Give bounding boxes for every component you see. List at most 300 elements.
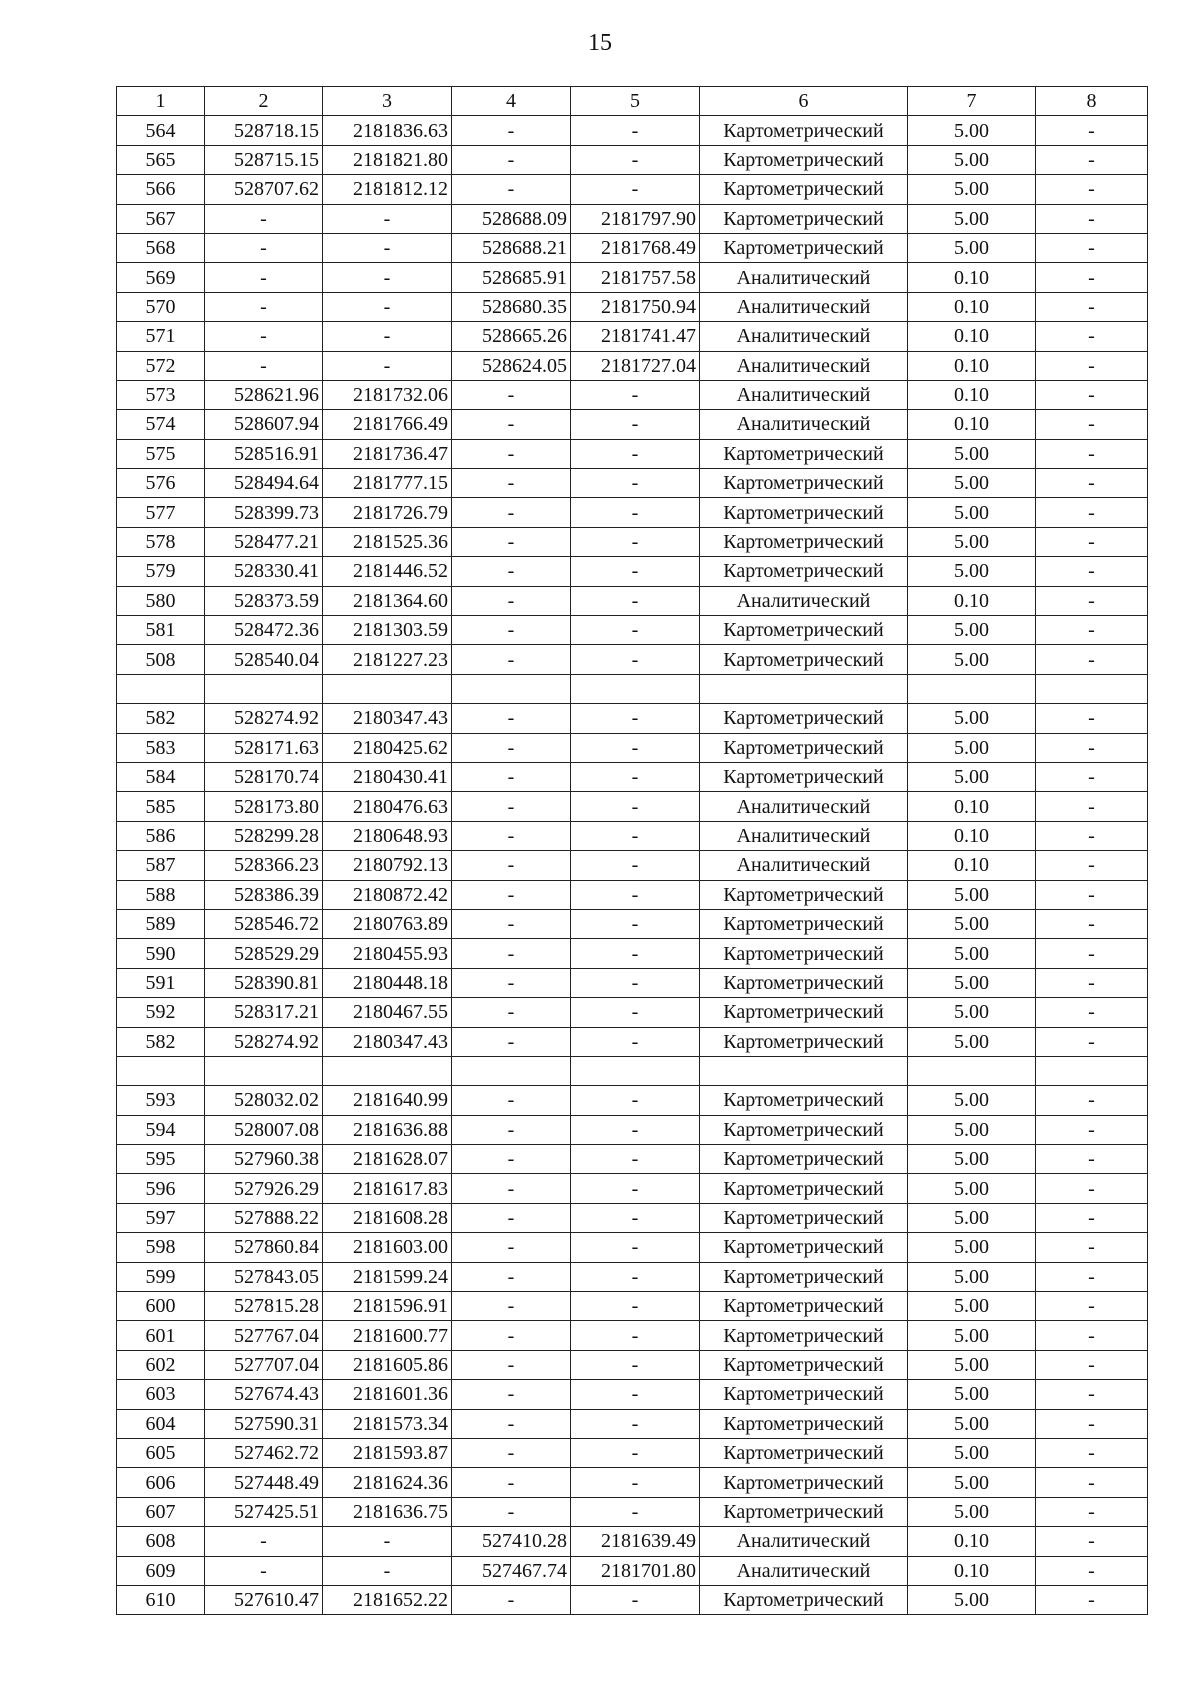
x-coordinate-cell: -	[205, 322, 323, 351]
x-new-coordinate-cell: -	[452, 704, 571, 733]
table-row	[117, 145, 1148, 174]
note-cell: -	[1036, 1086, 1148, 1115]
x-coordinate-cell: -	[205, 1527, 323, 1556]
accuracy-cell: 5.00	[908, 1145, 1036, 1174]
accuracy-cell: 0.10	[908, 351, 1036, 380]
point-number-cell: 589	[117, 909, 205, 938]
note-cell: -	[1036, 1027, 1148, 1056]
table-row	[117, 233, 1148, 262]
note-cell: -	[1036, 351, 1148, 380]
x-new-coordinate-cell: -	[452, 792, 571, 821]
table-row	[117, 527, 1148, 556]
point-number-cell: 577	[117, 498, 205, 527]
method-cell: Аналитический	[700, 292, 908, 321]
accuracy-cell: 5.00	[908, 1203, 1036, 1232]
y-new-coordinate-cell: -	[571, 116, 700, 145]
x-coordinate-cell: 527815.28	[205, 1292, 323, 1321]
method-cell: Картометрический	[700, 1409, 908, 1438]
method-cell: Аналитический	[700, 351, 908, 380]
table-row	[117, 792, 1148, 821]
x-new-coordinate-cell: -	[452, 1174, 571, 1203]
x-new-coordinate-cell: -	[452, 116, 571, 145]
note-cell: -	[1036, 1468, 1148, 1497]
note-cell: -	[1036, 292, 1148, 321]
note-cell: -	[1036, 1527, 1148, 1556]
y-new-coordinate-cell	[571, 1056, 700, 1085]
table-row	[117, 557, 1148, 586]
x-coordinate-cell: -	[205, 233, 323, 262]
accuracy-cell: 0.10	[908, 380, 1036, 409]
method-cell: Картометрический	[700, 1292, 908, 1321]
table-row	[117, 410, 1148, 439]
y-coordinate-cell: 2180872.42	[323, 880, 452, 909]
note-cell: -	[1036, 1203, 1148, 1232]
note-cell: -	[1036, 116, 1148, 145]
table-row	[117, 498, 1148, 527]
point-number-cell: 508	[117, 645, 205, 674]
note-cell: -	[1036, 851, 1148, 880]
x-coordinate-cell: -	[205, 1556, 323, 1585]
x-new-coordinate-cell: -	[452, 1145, 571, 1174]
note-cell: -	[1036, 1292, 1148, 1321]
point-number-cell: 578	[117, 527, 205, 556]
accuracy-cell: 5.00	[908, 1468, 1036, 1497]
x-new-coordinate-cell: -	[452, 527, 571, 556]
x-new-coordinate-cell: -	[452, 909, 571, 938]
y-coordinate-cell: 2180476.63	[323, 792, 452, 821]
note-cell: -	[1036, 586, 1148, 615]
x-coordinate-cell: 528607.94	[205, 410, 323, 439]
point-number-cell: 609	[117, 1556, 205, 1585]
y-new-coordinate-cell: -	[571, 1145, 700, 1174]
y-coordinate-cell: -	[323, 204, 452, 233]
note-cell: -	[1036, 204, 1148, 233]
note-cell: -	[1036, 1497, 1148, 1526]
point-number-cell: 594	[117, 1115, 205, 1144]
y-new-coordinate-cell: -	[571, 469, 700, 498]
table-row	[117, 380, 1148, 409]
column-header: 3	[323, 87, 452, 116]
x-new-coordinate-cell: -	[452, 1027, 571, 1056]
x-new-coordinate-cell: -	[452, 439, 571, 468]
accuracy-cell: 5.00	[908, 116, 1036, 145]
y-new-coordinate-cell: -	[571, 998, 700, 1027]
x-coordinate-cell: 527843.05	[205, 1262, 323, 1291]
method-cell: Картометрический	[700, 1233, 908, 1262]
x-coordinate-cell: 528707.62	[205, 175, 323, 204]
x-new-coordinate-cell: -	[452, 1409, 571, 1438]
x-coordinate-cell: 527462.72	[205, 1438, 323, 1467]
y-coordinate-cell: 2180448.18	[323, 968, 452, 997]
y-coordinate-cell: 2181640.99	[323, 1086, 452, 1115]
point-number-cell: 582	[117, 1027, 205, 1056]
y-coordinate-cell: -	[323, 233, 452, 262]
y-new-coordinate-cell: -	[571, 1409, 700, 1438]
point-number-cell: 606	[117, 1468, 205, 1497]
point-number-cell: 581	[117, 616, 205, 645]
table-row	[117, 1380, 1148, 1409]
accuracy-cell	[908, 1056, 1036, 1085]
y-new-coordinate-cell: -	[571, 527, 700, 556]
y-new-coordinate-cell	[571, 674, 700, 703]
x-coordinate-cell: 528621.96	[205, 380, 323, 409]
y-new-coordinate-cell: -	[571, 557, 700, 586]
point-number-cell: 592	[117, 998, 205, 1027]
y-coordinate-cell: 2181599.24	[323, 1262, 452, 1291]
column-header: 8	[1036, 87, 1148, 116]
x-coordinate-cell: 528472.36	[205, 616, 323, 645]
y-new-coordinate-cell: 2181639.49	[571, 1527, 700, 1556]
method-cell: Аналитический	[700, 263, 908, 292]
y-new-coordinate-cell: -	[571, 1027, 700, 1056]
accuracy-cell: 0.10	[908, 1527, 1036, 1556]
point-number-cell: 582	[117, 704, 205, 733]
y-coordinate-cell: 2181227.23	[323, 645, 452, 674]
x-coordinate-cell: 528546.72	[205, 909, 323, 938]
method-cell: Картометрический	[700, 469, 908, 498]
method-cell: Картометрический	[700, 1468, 908, 1497]
x-coordinate-cell: 528366.23	[205, 851, 323, 880]
point-number-cell: 591	[117, 968, 205, 997]
method-cell: Картометрический	[700, 145, 908, 174]
note-cell: -	[1036, 145, 1148, 174]
method-cell: Аналитический	[700, 1527, 908, 1556]
point-number-cell: 590	[117, 939, 205, 968]
note-cell: -	[1036, 527, 1148, 556]
accuracy-cell: 5.00	[908, 939, 1036, 968]
y-new-coordinate-cell: 2181757.58	[571, 263, 700, 292]
x-coordinate-cell: 528390.81	[205, 968, 323, 997]
point-number-cell: 605	[117, 1438, 205, 1467]
y-new-coordinate-cell: 2181741.47	[571, 322, 700, 351]
point-number-cell: 600	[117, 1292, 205, 1321]
note-cell: -	[1036, 792, 1148, 821]
x-coordinate-cell: 527448.49	[205, 1468, 323, 1497]
note-cell: -	[1036, 410, 1148, 439]
note-cell	[1036, 674, 1148, 703]
table-row	[117, 1174, 1148, 1203]
accuracy-cell: 0.10	[908, 792, 1036, 821]
y-coordinate-cell: 2181603.00	[323, 1233, 452, 1262]
note-cell: -	[1036, 616, 1148, 645]
table-row	[117, 1556, 1148, 1585]
x-coordinate-cell: -	[205, 204, 323, 233]
y-new-coordinate-cell: -	[571, 1203, 700, 1232]
y-coordinate-cell: 2181766.49	[323, 410, 452, 439]
point-number-cell	[117, 674, 205, 703]
coordinates-table	[116, 86, 1148, 1615]
method-cell: Аналитический	[700, 851, 908, 880]
method-cell: Картометрический	[700, 204, 908, 233]
y-new-coordinate-cell: -	[571, 498, 700, 527]
x-new-coordinate-cell: -	[452, 1115, 571, 1144]
x-new-coordinate-cell: 527410.28	[452, 1527, 571, 1556]
y-new-coordinate-cell: -	[571, 1174, 700, 1203]
accuracy-cell: 5.00	[908, 1086, 1036, 1115]
table-row	[117, 439, 1148, 468]
method-cell: Картометрический	[700, 909, 908, 938]
x-coordinate-cell: 527707.04	[205, 1350, 323, 1379]
y-new-coordinate-cell: -	[571, 175, 700, 204]
x-coordinate-cell: 528317.21	[205, 998, 323, 1027]
x-coordinate-cell: 528516.91	[205, 439, 323, 468]
point-number-cell: 604	[117, 1409, 205, 1438]
y-new-coordinate-cell: -	[571, 380, 700, 409]
method-cell: Картометрический	[700, 1585, 908, 1614]
y-new-coordinate-cell: 2181750.94	[571, 292, 700, 321]
note-cell: -	[1036, 645, 1148, 674]
accuracy-cell: 5.00	[908, 204, 1036, 233]
note-cell: -	[1036, 1556, 1148, 1585]
method-cell	[700, 1056, 908, 1085]
note-cell	[1036, 1056, 1148, 1085]
y-coordinate-cell: 2181601.36	[323, 1380, 452, 1409]
x-coordinate-cell: 528399.73	[205, 498, 323, 527]
x-coordinate-cell: 528373.59	[205, 586, 323, 615]
accuracy-cell: 0.10	[908, 851, 1036, 880]
y-new-coordinate-cell: -	[571, 939, 700, 968]
table-row	[117, 1527, 1148, 1556]
table-row	[117, 1438, 1148, 1467]
accuracy-cell: 0.10	[908, 821, 1036, 850]
x-new-coordinate-cell	[452, 1056, 571, 1085]
point-number-cell: 574	[117, 410, 205, 439]
note-cell: -	[1036, 322, 1148, 351]
method-cell: Картометрический	[700, 1380, 908, 1409]
x-coordinate-cell: 528330.41	[205, 557, 323, 586]
note-cell: -	[1036, 1350, 1148, 1379]
y-new-coordinate-cell: -	[571, 733, 700, 762]
table-row	[117, 851, 1148, 880]
note-cell: -	[1036, 175, 1148, 204]
method-cell: Аналитический	[700, 792, 908, 821]
y-new-coordinate-cell: -	[571, 1585, 700, 1614]
accuracy-cell: 5.00	[908, 616, 1036, 645]
y-new-coordinate-cell: -	[571, 792, 700, 821]
y-new-coordinate-cell: -	[571, 645, 700, 674]
y-coordinate-cell: 2180792.13	[323, 851, 452, 880]
x-coordinate-cell: 528540.04	[205, 645, 323, 674]
y-coordinate-cell: 2180347.43	[323, 704, 452, 733]
x-coordinate-cell: -	[205, 351, 323, 380]
x-new-coordinate-cell: 528680.35	[452, 292, 571, 321]
method-cell: Картометрический	[700, 175, 908, 204]
accuracy-cell: 5.00	[908, 1350, 1036, 1379]
y-coordinate-cell: 2181596.91	[323, 1292, 452, 1321]
note-cell: -	[1036, 939, 1148, 968]
point-number-cell: 598	[117, 1233, 205, 1262]
note-cell: -	[1036, 1438, 1148, 1467]
note-cell: -	[1036, 998, 1148, 1027]
method-cell: Картометрический	[700, 704, 908, 733]
table-row	[117, 263, 1148, 292]
accuracy-cell: 5.00	[908, 233, 1036, 262]
x-new-coordinate-cell: -	[452, 1203, 571, 1232]
x-coordinate-cell	[205, 674, 323, 703]
x-new-coordinate-cell: -	[452, 1438, 571, 1467]
x-coordinate-cell: 528299.28	[205, 821, 323, 850]
table-row	[117, 1350, 1148, 1379]
y-new-coordinate-cell: -	[571, 586, 700, 615]
y-coordinate-cell: 2180648.93	[323, 821, 452, 850]
table-row	[117, 1468, 1148, 1497]
x-new-coordinate-cell: -	[452, 175, 571, 204]
table-row	[117, 1086, 1148, 1115]
point-number-cell: 596	[117, 1174, 205, 1203]
y-coordinate-cell: 2181617.83	[323, 1174, 452, 1203]
y-new-coordinate-cell: -	[571, 909, 700, 938]
y-coordinate-cell: 2181600.77	[323, 1321, 452, 1350]
x-coordinate-cell: 528007.08	[205, 1115, 323, 1144]
method-cell	[700, 674, 908, 703]
y-coordinate-cell: 2180347.43	[323, 1027, 452, 1056]
note-cell: -	[1036, 880, 1148, 909]
accuracy-cell: 0.10	[908, 292, 1036, 321]
table-row	[117, 821, 1148, 850]
x-new-coordinate-cell: -	[452, 1468, 571, 1497]
y-coordinate-cell	[323, 1056, 452, 1085]
point-number-cell	[117, 1056, 205, 1085]
table-row	[117, 292, 1148, 321]
point-number-cell: 567	[117, 204, 205, 233]
accuracy-cell: 5.00	[908, 469, 1036, 498]
x-new-coordinate-cell: -	[452, 1086, 571, 1115]
x-new-coordinate-cell: 527467.74	[452, 1556, 571, 1585]
table-row	[117, 645, 1148, 674]
x-new-coordinate-cell: 528685.91	[452, 263, 571, 292]
column-header: 1	[117, 87, 205, 116]
x-coordinate-cell	[205, 1056, 323, 1085]
column-header: 4	[452, 87, 571, 116]
accuracy-cell: 5.00	[908, 880, 1036, 909]
point-number-cell: 583	[117, 733, 205, 762]
y-coordinate-cell: 2181628.07	[323, 1145, 452, 1174]
accuracy-cell: 5.00	[908, 762, 1036, 791]
table-row	[117, 469, 1148, 498]
table-row	[117, 1262, 1148, 1291]
y-coordinate-cell: -	[323, 322, 452, 351]
table-row	[117, 616, 1148, 645]
point-number-cell: 575	[117, 439, 205, 468]
accuracy-cell: 5.00	[908, 1115, 1036, 1144]
x-coordinate-cell: 527888.22	[205, 1203, 323, 1232]
x-coordinate-cell: 528718.15	[205, 116, 323, 145]
y-coordinate-cell: 2181836.63	[323, 116, 452, 145]
y-new-coordinate-cell: -	[571, 704, 700, 733]
note-cell: -	[1036, 439, 1148, 468]
x-new-coordinate-cell: 528665.26	[452, 322, 571, 351]
table-row	[117, 351, 1148, 380]
table-row	[117, 674, 1148, 703]
note-cell: -	[1036, 469, 1148, 498]
accuracy-cell: 0.10	[908, 586, 1036, 615]
y-new-coordinate-cell: -	[571, 616, 700, 645]
x-coordinate-cell: -	[205, 263, 323, 292]
note-cell: -	[1036, 1409, 1148, 1438]
y-new-coordinate-cell: -	[571, 145, 700, 174]
accuracy-cell: 0.10	[908, 1556, 1036, 1585]
note-cell: -	[1036, 1233, 1148, 1262]
method-cell: Картометрический	[700, 733, 908, 762]
table-row	[117, 1027, 1148, 1056]
accuracy-cell: 5.00	[908, 704, 1036, 733]
x-coordinate-cell: 528274.92	[205, 704, 323, 733]
y-new-coordinate-cell: -	[571, 851, 700, 880]
x-new-coordinate-cell: -	[452, 586, 571, 615]
note-cell: -	[1036, 1321, 1148, 1350]
y-new-coordinate-cell: -	[571, 1233, 700, 1262]
y-new-coordinate-cell: 2181701.80	[571, 1556, 700, 1585]
y-coordinate-cell: 2180430.41	[323, 762, 452, 791]
note-cell: -	[1036, 263, 1148, 292]
x-new-coordinate-cell: -	[452, 733, 571, 762]
y-coordinate-cell: 2181303.59	[323, 616, 452, 645]
x-new-coordinate-cell: -	[452, 1292, 571, 1321]
accuracy-cell: 5.00	[908, 909, 1036, 938]
point-number-cell: 565	[117, 145, 205, 174]
accuracy-cell: 5.00	[908, 1497, 1036, 1526]
note-cell: -	[1036, 380, 1148, 409]
method-cell: Картометрический	[700, 645, 908, 674]
accuracy-cell: 5.00	[908, 733, 1036, 762]
method-cell: Картометрический	[700, 439, 908, 468]
table-row	[117, 1233, 1148, 1262]
accuracy-cell	[908, 674, 1036, 703]
y-new-coordinate-cell: -	[571, 1380, 700, 1409]
y-new-coordinate-cell: 2181727.04	[571, 351, 700, 380]
point-number-cell: 599	[117, 1262, 205, 1291]
y-new-coordinate-cell: -	[571, 968, 700, 997]
accuracy-cell: 5.00	[908, 1585, 1036, 1614]
note-cell: -	[1036, 909, 1148, 938]
y-coordinate-cell: 2180467.55	[323, 998, 452, 1027]
table-row	[117, 998, 1148, 1027]
accuracy-cell: 5.00	[908, 175, 1036, 204]
point-number-cell: 593	[117, 1086, 205, 1115]
y-new-coordinate-cell: 2181797.90	[571, 204, 700, 233]
point-number-cell: 603	[117, 1380, 205, 1409]
method-cell: Картометрический	[700, 1262, 908, 1291]
y-new-coordinate-cell: -	[571, 1468, 700, 1497]
y-coordinate-cell: 2181364.60	[323, 586, 452, 615]
table-body	[117, 116, 1148, 1615]
note-cell: -	[1036, 1585, 1148, 1614]
accuracy-cell: 5.00	[908, 439, 1036, 468]
method-cell: Картометрический	[700, 1497, 908, 1526]
y-coordinate-cell: 2181593.87	[323, 1438, 452, 1467]
table-row	[117, 1321, 1148, 1350]
accuracy-cell: 5.00	[908, 557, 1036, 586]
x-new-coordinate-cell: -	[452, 616, 571, 645]
x-new-coordinate-cell: -	[452, 498, 571, 527]
method-cell: Картометрический	[700, 1203, 908, 1232]
table-row	[117, 1409, 1148, 1438]
point-number-cell: 610	[117, 1585, 205, 1614]
x-coordinate-cell: 528171.63	[205, 733, 323, 762]
point-number-cell: 602	[117, 1350, 205, 1379]
method-cell: Аналитический	[700, 380, 908, 409]
x-coordinate-cell: 528170.74	[205, 762, 323, 791]
point-number-cell: 571	[117, 322, 205, 351]
table-row	[117, 1292, 1148, 1321]
x-new-coordinate-cell: -	[452, 968, 571, 997]
x-new-coordinate-cell: -	[452, 939, 571, 968]
y-coordinate-cell: 2181525.36	[323, 527, 452, 556]
column-header: 2	[205, 87, 323, 116]
table-row	[117, 322, 1148, 351]
method-cell: Картометрический	[700, 1174, 908, 1203]
accuracy-cell: 5.00	[908, 527, 1036, 556]
